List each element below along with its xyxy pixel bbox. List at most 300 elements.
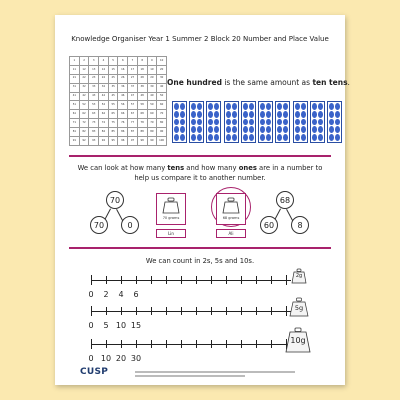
number-line-tick [166,340,167,348]
counter-dot [226,126,231,133]
hundred-text-2: . [347,78,350,87]
number-line-tick [226,340,227,348]
number-line-tick [196,307,197,315]
counter-dot [243,111,248,118]
ten-rod [189,101,204,143]
number-line-tick [91,275,92,285]
number-line-tick [91,339,92,349]
number-line-tick [136,340,137,348]
hundred-square-cell: 42 [79,92,89,101]
hundred-square-cell: 73 [89,119,99,128]
hundred-square-row [70,92,167,101]
number-line-tick [211,340,212,348]
counter-dot [318,119,323,126]
hundred-square-cell: 76 [118,119,128,128]
weight-box-left [156,193,186,225]
number-line-label: 2 [103,290,109,299]
counter-dot [318,103,323,110]
counter-dot [249,134,254,141]
counter-dot [312,126,317,133]
hundred-square-cell: 11 [70,65,80,74]
weight-5g [289,297,309,317]
hundred-square-row [70,57,167,66]
hundred-square-cell: 23 [89,74,99,83]
hundred-square-cell: 36 [118,83,128,92]
number-line-tick [136,276,137,284]
number-line-label: 10 [115,321,127,330]
hundred-square-row [70,128,167,137]
hundred-square-cell: 40 [157,83,167,92]
hundred-square-cell: 66 [118,110,128,119]
counter-dot [208,126,213,133]
hundred-square-cell: 96 [118,137,128,146]
hundred-square-cell: 94 [99,137,109,146]
hundred-square-cell: 12 [79,65,89,74]
number-line-label: 4 [118,290,124,299]
counter-dot [266,126,271,133]
counter-dot [197,134,202,141]
hundred-square-cell: 7 [128,57,138,66]
counter-dot [312,111,317,118]
counter-dot [197,103,202,110]
hundred-square-cell: 9 [147,57,157,66]
hundred-square-cell: 21 [70,74,80,83]
hundred-square-cell: 49 [147,92,157,101]
counter-dot [174,119,179,126]
page-title: Knowledge Organiser Year 1 Summer 2 Block 20 Number and Place Value [71,35,329,43]
hundred-square-row [70,74,167,83]
hundred-square-cell: 39 [147,83,157,92]
hundred-square-cell: 99 [147,137,157,146]
counter-dot [301,119,306,126]
footer-text-line [135,375,245,377]
counter-dot [180,119,185,126]
ten-rod [206,101,221,143]
counter-dot [191,103,196,110]
hundred-square-cell: 87 [128,128,138,137]
compare-line-2: help us compare it to another number. [134,174,266,182]
number-line-tick [106,340,107,348]
number-line-tick [256,307,257,315]
hundred-text-1: is the same amount as [221,78,313,87]
counter-dot [208,119,213,126]
hundred-square-cell: 13 [89,65,99,74]
hundred-square-cell: 67 [128,110,138,119]
number-line-label: 0 [88,290,94,299]
compare-explanation [55,163,345,183]
hundred-square-cell: 46 [118,92,128,101]
counter-dot [226,119,231,126]
number-line-label: 20 [115,354,127,363]
compare-text-tens: tens [167,164,185,172]
counter-dot [283,111,288,118]
counter-dot [277,126,282,133]
knowledge-organiser-sheet [55,15,350,385]
counter-dot [174,134,179,141]
number-line-tick [211,307,212,315]
hundred-square-cell: 30 [157,74,167,83]
hundred-square-row [70,65,167,74]
hundred-square-cell: 86 [118,128,128,137]
ten-rod [293,101,308,143]
counter-dot [214,134,219,141]
counter-dot [283,126,288,133]
hundred-square-cell: 47 [128,92,138,101]
counter-dot [260,126,265,133]
ten-rod [258,101,273,143]
counter-dot [243,134,248,141]
counter-dot [232,126,237,133]
counter-dot [335,134,340,141]
name-box-right: Ali [216,229,246,238]
hundred-square-cell: 53 [89,101,99,110]
number-line-tick [91,306,92,316]
number-line-tick [241,276,242,284]
hundred-square-cell: 19 [147,65,157,74]
weight-5g-label: 5g [294,304,304,312]
hundred-square-cell: 15 [108,65,118,74]
number-line-tick [151,340,152,348]
weight-10g [285,327,311,353]
counter-dot [335,111,340,118]
number-line-label: 15 [130,321,142,330]
counter-dot [232,119,237,126]
counter-dot [208,111,213,118]
number-line-tick [106,276,107,284]
number-line-tick [151,276,152,284]
weight-10g-label: 10g [290,336,306,345]
counter-dot [301,126,306,133]
number-line-tick [136,307,137,315]
hundred-square-cell: 79 [147,119,157,128]
hundred-square-cell: 38 [137,83,147,92]
counter-dot [208,103,213,110]
ten-rod [275,101,290,143]
hundred-square-cell: 93 [89,137,99,146]
counter-dot [232,111,237,118]
counter-dot [243,103,248,110]
counter-dot [283,119,288,126]
compare-line-1 [55,163,345,173]
counter-dot [243,119,248,126]
hundred-square-cell: 22 [79,74,89,83]
weight-box-right [216,193,246,225]
hundred-square-cell: 14 [99,65,109,74]
counter-dot [249,103,254,110]
number-line-label: 0 [88,321,94,330]
part-whole-whole-right: 68 [276,191,294,209]
hundred-square-cell: 75 [108,119,118,128]
hundred-square [69,56,167,146]
number-line-tick [256,276,257,284]
ten-rod [172,101,187,143]
part-whole-part-right-ones: 8 [291,216,309,234]
counter-dot [208,134,213,141]
hundred-square-cell: 90 [157,128,167,137]
ten-rod [224,101,239,143]
hundred-square-cell: 18 [137,65,147,74]
hundred-square-cell: 24 [99,74,109,83]
hundred-square-cell: 63 [89,110,99,119]
number-line-tick [241,307,242,315]
hundred-square-cell: 62 [79,110,89,119]
cusp-logo: CUSP [80,367,109,377]
number-line-tick [121,276,122,284]
counter-dot [232,134,237,141]
hundred-statement [167,78,350,87]
hundred-square-cell: 51 [70,101,80,110]
counter-dot [266,119,271,126]
divider-1 [69,155,331,157]
ten-rod [241,101,256,143]
hundred-square-cell: 34 [99,83,109,92]
hundred-square-cell: 84 [99,128,109,137]
number-line-tick [256,340,257,348]
counter-dot [318,111,323,118]
hundred-square-cell: 61 [70,110,80,119]
hundred-square-cell: 55 [108,101,118,110]
counter-dot [335,119,340,126]
hundred-square-cell: 32 [79,83,89,92]
counter-dot [312,134,317,141]
counter-dot [318,134,323,141]
number-line-tick [211,276,212,284]
weight-icon [157,197,185,217]
hundred-square-cell: 16 [118,65,128,74]
number-line-label: 6 [133,290,139,299]
counter-dot [312,119,317,126]
weight-2g-label: 2g [295,273,303,279]
hundred-square-cell: 8 [137,57,147,66]
hundred-square-cell: 43 [89,92,99,101]
counter-dot [174,103,179,110]
counter-dot [226,134,231,141]
hundred-square-cell: 4 [99,57,109,66]
weight-label-left: 70 grams [162,216,180,220]
part-whole-part-left-tens: 70 [90,216,108,234]
hundred-square-cell: 3 [89,57,99,66]
counter-dot [260,134,265,141]
hundred-square-cell: 77 [128,119,138,128]
weight-icon [217,197,245,217]
counter-dot [214,111,219,118]
hundred-square-cell: 71 [70,119,80,128]
counter-dot [277,119,282,126]
counter-dot [277,134,282,141]
number-line-tick [271,276,272,284]
number-line-tick [271,340,272,348]
hundred-square-cell: 1 [70,57,80,66]
counter-dot [180,103,185,110]
counter-dot [197,119,202,126]
hundred-square-cell: 72 [79,119,89,128]
number-line-tick [121,340,122,348]
hundred-square-cell: 81 [70,128,80,137]
hundred-square-cell: 26 [118,74,128,83]
counter-dot [277,103,282,110]
hundred-bold-1: One hundred [167,78,222,87]
hundred-square-cell: 82 [79,128,89,137]
name-box-left: Lin [156,229,186,238]
counter-dot [301,111,306,118]
hundred-square-cell: 25 [108,74,118,83]
counter-dot [318,126,323,133]
number-line-label: 10 [100,354,112,363]
number-line-label: 0 [88,354,94,363]
counter-dot [180,134,185,141]
counter-dot [174,126,179,133]
hundred-square-cell: 17 [128,65,138,74]
hundred-square-cell: 88 [137,128,147,137]
number-line-2s [88,274,291,299]
hundred-square-cell: 89 [147,128,157,137]
counter-dot [243,126,248,133]
number-line-tick [196,276,197,284]
counter-dot [174,111,179,118]
number-line-tick [286,275,287,285]
number-line-tick [271,307,272,315]
hundred-square-cell: 57 [128,101,138,110]
hundred-square-cell: 52 [79,101,89,110]
number-line-tick [196,340,197,348]
counter-dot [191,111,196,118]
counter-dot [335,103,340,110]
number-line-tick [181,276,182,284]
counter-dot [266,111,271,118]
counter-dot [312,103,317,110]
hundred-square-cell: 74 [99,119,109,128]
hundred-square-cell: 31 [70,83,80,92]
number-line-tick [181,340,182,348]
hundred-square-cell: 85 [108,128,118,137]
hundred-square-cell: 92 [79,137,89,146]
counter-dot [191,119,196,126]
hundred-square-cell: 45 [108,92,118,101]
hundred-square-cell: 28 [137,74,147,83]
hundred-square-cell: 60 [157,101,167,110]
counter-dot [214,119,219,126]
number-line-10s [88,338,291,363]
counter-dot [260,103,265,110]
ten-rod [310,101,325,143]
counter-dot [295,134,300,141]
counter-dot [180,111,185,118]
counter-dot [329,119,334,126]
number-line-tick [151,307,152,315]
counter-dot [214,126,219,133]
hundred-square-cell: 50 [157,92,167,101]
ten-rod [327,101,342,143]
hundred-square-cell: 10 [157,57,167,66]
counter-dot [295,111,300,118]
counter-dot [226,103,231,110]
compare-text-c: and how many [184,164,239,172]
hundred-square-cell: 80 [157,119,167,128]
part-whole-whole-left: 70 [106,191,124,209]
number-line-tick [181,307,182,315]
footer-text-line [135,371,295,373]
hundred-square-cell: 33 [89,83,99,92]
counter-dot [295,126,300,133]
hundred-square-row [70,101,167,110]
hundred-square-cell: 54 [99,101,109,110]
hundred-square-cell: 5 [108,57,118,66]
hundred-square-cell: 41 [70,92,80,101]
hundred-square-cell: 59 [147,101,157,110]
counter-dot [249,119,254,126]
hundred-square-row [70,83,167,92]
counter-dot [232,103,237,110]
hundred-square-row [70,119,167,128]
hundred-square-cell: 58 [137,101,147,110]
counter-dot [283,103,288,110]
number-line-5s [88,305,291,330]
hundred-square-table [69,56,167,146]
number-line-tick [286,306,287,316]
hundred-square-cell: 35 [108,83,118,92]
hundred-square-cell: 56 [118,101,128,110]
hundred-square-cell: 65 [108,110,118,119]
number-line-tick [226,307,227,315]
counter-dot [295,103,300,110]
counter-dot [329,111,334,118]
hundred-square-cell: 64 [99,110,109,119]
part-whole-part-right-tens: 60 [260,216,278,234]
counter-dot [260,119,265,126]
count-explanation: We can count in 2s, 5s and 10s. [145,257,255,265]
number-line-tick [121,307,122,315]
counter-dot [226,111,231,118]
number-line-label: 5 [103,321,109,330]
compare-text-e: are in a number to [256,164,323,172]
weight-label-right: 68 grams [222,216,240,220]
hundred-square-cell: 68 [137,110,147,119]
hundred-square-cell: 98 [137,137,147,146]
hundred-square-row [70,110,167,119]
hundred-square-cell: 97 [128,137,138,146]
counter-dot [249,126,254,133]
hundred-square-cell: 83 [89,128,99,137]
part-whole-part-left-ones: 0 [121,216,139,234]
hundred-bold-2: ten tens [312,78,348,87]
hundred-square-cell: 44 [99,92,109,101]
hundred-square-cell: 69 [147,110,157,119]
compare-text-ones: ones [238,164,257,172]
counter-dot [191,134,196,141]
counter-dot [329,134,334,141]
counter-dot [283,134,288,141]
number-line-tick [106,307,107,315]
hundred-square-cell: 95 [108,137,118,146]
counter-dot [197,111,202,118]
hundred-square-cell: 37 [128,83,138,92]
hundred-square-cell: 48 [137,92,147,101]
weight-2g [291,268,307,284]
hundred-square-cell: 6 [118,57,128,66]
counter-dot [301,103,306,110]
counter-dot [266,134,271,141]
ten-rods-group [172,101,342,145]
hundred-square-cell: 100 [157,137,167,146]
counter-dot [191,126,196,133]
counter-dot [335,126,340,133]
counter-dot [249,111,254,118]
number-line-tick [226,276,227,284]
hundred-square-cell: 91 [70,137,80,146]
divider-2 [69,247,331,249]
number-line-tick [166,276,167,284]
number-line-tick [241,340,242,348]
